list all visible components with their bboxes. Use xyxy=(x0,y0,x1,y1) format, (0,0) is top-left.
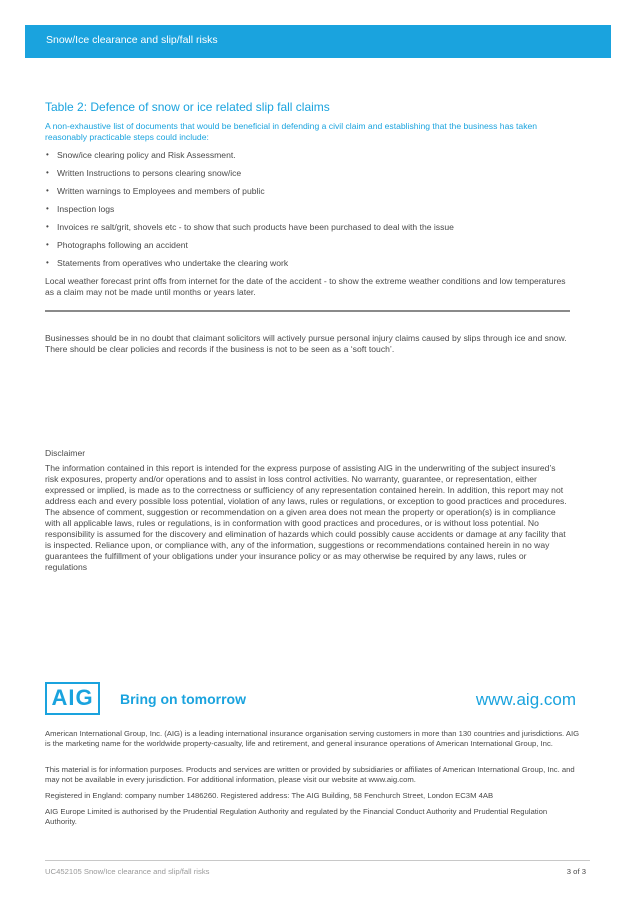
list-item xyxy=(45,222,565,240)
list-item-text: Photographs following an accident xyxy=(57,240,188,250)
list-item-text: Invoices re salt/grit, shovels etc - to show that such products have been purchased to deal with the issue xyxy=(57,222,454,232)
footer-divider xyxy=(45,860,590,861)
bullet-icon: • xyxy=(46,204,49,213)
bullet-icon: • xyxy=(46,222,49,231)
table-intro: A non-exhaustive list of documents that would be beneficial in defending a civil claim and establishing that the business has taken reasonably practicable steps could include: xyxy=(45,121,538,142)
website-link[interactable]: www.aig.com xyxy=(475,690,576,709)
list-item-text: Snow/ice clearing policy and Risk Assessment. xyxy=(57,150,236,160)
bullet-icon: • xyxy=(46,186,49,195)
list-item xyxy=(45,168,565,186)
aig-logo: AIG xyxy=(45,682,100,715)
bullet-icon: • xyxy=(46,168,49,177)
list-item-text: Written Instructions to persons clearing snow/ice xyxy=(57,168,242,178)
bullet-icon: • xyxy=(46,150,49,159)
businesses-note: Businesses should be in no doubt that claimant solicitors will actively pursue personal injury claims caused by slips through ice and snow. There should be clear policies and records if the business is not to be seen as a ‘soft touch’. xyxy=(45,333,567,354)
list-item xyxy=(45,258,565,276)
table-divider xyxy=(45,310,570,312)
list-item xyxy=(45,150,565,168)
page-number: 3 of 3 xyxy=(566,867,586,876)
brand-tagline: Bring on tomorrow xyxy=(120,691,246,707)
header-title: Snow/Ice clearance and slip/fall risks xyxy=(46,34,218,46)
bullet-icon: • xyxy=(46,258,49,267)
bullet-icon: • xyxy=(46,240,49,249)
footer-paragraph: American International Group, Inc. (AIG) is a leading international insurance organisation serving customers in more than 130 countries and jurisdictions. AIG is the marketing name for the worldwide property-casualty, life and retirement, and general insurance operations of American International Group, Inc. xyxy=(45,729,580,748)
footer-paragraph: Registered in England: company number 1486260. Registered address: The AIG Building, 58 Fenchurch Street, London EC3M 4AB xyxy=(45,791,494,800)
list-item-text: Statements from operatives who undertake the clearing work xyxy=(57,258,289,268)
disclaimer-body: The information contained in this report is intended for the express purpose of assisting AIG in the underwriting of the subject insured’s risk exposures, property and/or operations and to assist in loss control activities. No warranty, guarantee, or representation, either expressed or implied, is made as to the correctness or sufficiency of any representation contained herein. In addition, this report may not address each and every possible loss potential, violation of any laws, rules or regulations, or exception to good practices and procedures. The absence of comment, suggestion or recommendation on a given area does not mean the property or operation(s) is in compliance with all applicable laws, rules or regulations, is in conformation with good practices and procedures, or is without loss potential. No responsibility is assumed for the discovery and elimination of hazards which could possibly cause accidents or damage at any facility that is inspected. Reliance upon, or compliance with, any of the information, suggestions or recommendations contained herein in no way guarantees the fulfillment of your obligations under your insurance policy or as may otherwise be required by any laws, rules or regulations xyxy=(45,463,567,572)
list-item xyxy=(45,186,565,204)
weather-note: Local weather forecast print offs from internet for the date of the accident - to show the extreme weather conditions and low temperatures as a claim may not be made until months or years later. xyxy=(45,276,566,297)
list-item xyxy=(45,240,565,258)
list-item-text: Inspection logs xyxy=(57,204,115,214)
list-item xyxy=(45,204,565,222)
disclaimer-heading: Disclaimer xyxy=(45,448,86,458)
list-item-text: Written warnings to Employees and members of public xyxy=(57,186,265,196)
document-reference: UC452105 Snow/Ice clearance and slip/fall risks xyxy=(45,867,210,876)
document-list xyxy=(45,150,565,276)
table-title: Table 2: Defence of snow or ice related slip fall claims xyxy=(45,100,330,114)
footer-paragraph: AIG Europe Limited is authorised by the Prudential Regulation Authority and regulated by the Financial Conduct Authority and Prudential Regulation Authority. xyxy=(45,807,548,826)
footer-paragraph: This material is for information purposes. Products and services are written or provided by subsidiaries or affiliates of American International Group, Inc. and may not be available in every jurisdiction. For additional information, please visit our website at www.aig.com. xyxy=(45,765,575,784)
header-bar xyxy=(25,25,611,58)
